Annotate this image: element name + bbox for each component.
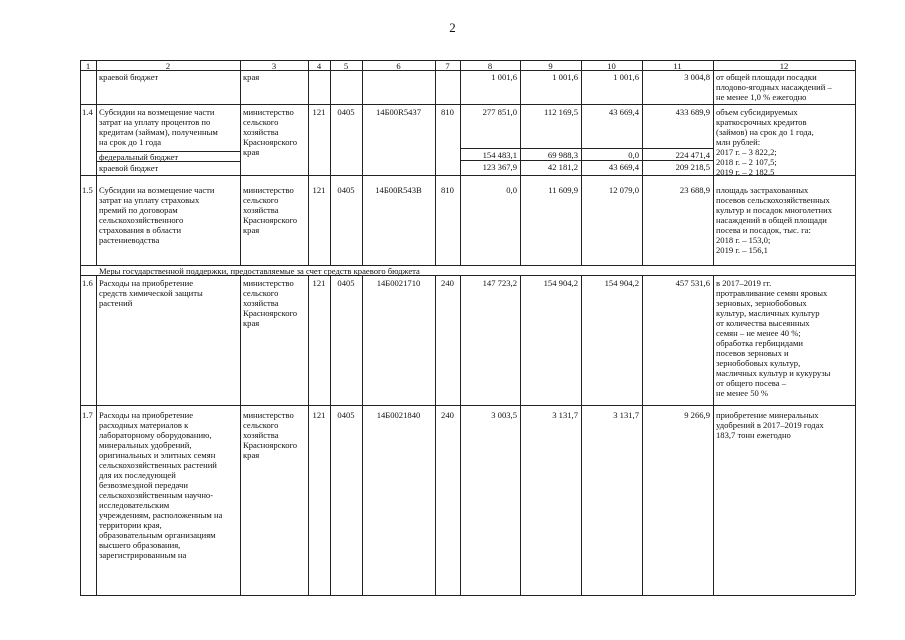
- col-line: [460, 275, 461, 595]
- col-line: [713, 60, 714, 265]
- col-header: 3: [271, 61, 277, 71]
- table-cell: 3 131,7: [552, 410, 578, 420]
- col-header: 8: [487, 61, 493, 71]
- row-line: [80, 595, 855, 596]
- row-number: 1.5: [82, 185, 93, 195]
- table-cell: 433 689,9: [675, 107, 710, 117]
- row-number: 1.6: [82, 278, 93, 288]
- table-cell: 23 688,9: [679, 185, 710, 195]
- table-cell: 43 669,4: [608, 162, 639, 172]
- table-cell: 240: [441, 410, 454, 420]
- table-cell: Расходы на приобретение расходных материалов к лабораторному оборудованию, минеральных удобрений, оригинальных и элитных семян сельскохозяйственных растений для их последующей безвозмездной передачи сельскохозяйственным научно- исследовательским учреждениям, расположенным на территории края, образовательным организациям высшего образования, зарегистрированным на: [99, 410, 223, 560]
- col-line: [362, 60, 363, 265]
- col-header: 2: [165, 61, 171, 71]
- table-cell: министерство сельского хозяйства Красноярского края: [243, 107, 298, 157]
- col-line: [308, 60, 309, 265]
- col-line: [330, 60, 331, 265]
- col-line: [435, 275, 436, 595]
- table-cell: 154 904,2: [543, 278, 578, 288]
- table-cell: 154 483,1: [482, 150, 517, 160]
- table-cell: 0405: [337, 185, 355, 195]
- col-header: 11: [673, 61, 682, 71]
- table-cell: министерство сельского хозяйства Красноярского края: [243, 185, 298, 235]
- col-line: [581, 275, 582, 595]
- table-cell: 121: [312, 278, 326, 288]
- page-number: 2: [449, 20, 456, 35]
- table-cell: Расходы на приобретение средств химической защиты растений: [99, 278, 203, 308]
- col-line: [96, 60, 97, 265]
- table-cell: краевой бюджет: [99, 163, 159, 173]
- table-cell: 0405: [337, 278, 355, 288]
- table-cell: края: [243, 72, 260, 82]
- table-cell: федеральный бюджет: [99, 152, 179, 162]
- table-cell: Субсидии на возмещение части затрат на уплату процентов по кредитам (займам), полученным на срок до 1 года: [99, 107, 218, 147]
- table-cell: 209 218,5: [675, 162, 710, 172]
- table-cell: 277 851,0: [482, 107, 517, 117]
- table-cell: площадь застрахованных посевов сельскохозяйственных культур и посадок многолетних насаждений в общей площади посева и посадок, тыс. га: 2018 г. – 153,0; 2019 г. – 156,1: [716, 185, 833, 255]
- table-cell: министерство сельского хозяйства Красноярского края: [243, 410, 298, 460]
- col-line: [308, 275, 309, 595]
- table-cell: 154 904,2: [604, 278, 639, 288]
- col-header: 9: [548, 61, 553, 71]
- table-cell: 147 723,2: [482, 278, 517, 288]
- table-cell: в 2017–2019 гг. протравливание семян яровых зерновых, зернобобовых культур, масличных культур от количества высеянных семян – не менее 40 %; обработка гербицидами посевов зерновых и зернобобовых культур, масличных культур и кукурузы от общего посева – не менее 50 %: [716, 278, 831, 398]
- table-cell: 0,0: [628, 150, 639, 160]
- table-cell: 14Б0021710: [376, 278, 421, 288]
- table-cell: объем субсидируемых краткосрочных кредитов (займов) на срок до 1 года, млн рублей: 2017 г. – 3 822,2; 2018 г. – 2 107,5; 2019 г. – 2 182,5: [716, 107, 814, 177]
- col-line: [362, 275, 363, 595]
- table-cell: 123 367,9: [482, 162, 517, 172]
- table-cell: 1 001,6: [491, 72, 517, 82]
- row-number: 1.4: [82, 107, 93, 117]
- col-line: [96, 275, 97, 595]
- row-line: [460, 160, 713, 161]
- col-line: [855, 60, 856, 595]
- col-line: [520, 275, 521, 595]
- table-cell: 121: [312, 410, 326, 420]
- table-cell: 1 001,6: [552, 72, 578, 82]
- col-line: [642, 275, 643, 595]
- table-cell: 12 079,0: [608, 185, 639, 195]
- table-cell: 43 669,4: [608, 107, 639, 117]
- table-cell: министерство сельского хозяйства Красноярского края: [243, 278, 298, 328]
- table-cell: 42 181,2: [547, 162, 578, 172]
- row-line: [460, 148, 713, 149]
- col-header: 4: [316, 61, 322, 71]
- table-cell: 0405: [337, 107, 355, 117]
- table-cell: приобретение минеральных удобрений в 2017–2019 годах 183,7 тонн ежегодно: [716, 410, 824, 440]
- table-cell: 224 471,4: [675, 150, 710, 160]
- col-line: [330, 275, 331, 595]
- col-line: [435, 60, 436, 265]
- table-cell: 14Б00R543В: [375, 185, 422, 195]
- table-cell: 0,0: [506, 185, 517, 195]
- row-line: [80, 405, 855, 406]
- table-cell: Субсидии на возмещение части затрат на уплату страховых премий по договорам сельскохозяйственного страхования в области растениеводства: [99, 185, 215, 245]
- table-cell: 1 001,6: [613, 72, 639, 82]
- table-cell: 3 004,8: [684, 72, 710, 82]
- col-line: [713, 275, 714, 595]
- table-cell: от общей площади посадки плодово-ягодных насаждений – не менее 1,0 % ежегодно: [716, 72, 832, 102]
- col-line: [80, 60, 81, 595]
- table-cell: 121: [312, 185, 326, 195]
- table-cell: 457 531,6: [675, 278, 710, 288]
- table-cell: 240: [441, 278, 454, 288]
- table-cell: 69 988,3: [547, 150, 578, 160]
- col-header: 1: [85, 61, 91, 71]
- row-number: 1.7: [82, 410, 93, 420]
- table-cell: 112 169,5: [543, 107, 578, 117]
- col-header: 5: [343, 61, 349, 71]
- col-header: 7: [445, 61, 450, 71]
- table-cell: 810: [441, 107, 454, 117]
- col-line: [240, 275, 241, 595]
- col-line: [240, 60, 241, 265]
- row-line: [80, 104, 855, 105]
- table-cell: 11 609,9: [548, 185, 578, 195]
- col-header: 12: [779, 61, 789, 71]
- table-cell: 3 131,7: [613, 410, 639, 420]
- table-cell: 121: [312, 107, 326, 117]
- table-cell: 14Б0021840: [376, 410, 421, 420]
- table-cell: 3 003,5: [491, 410, 517, 420]
- table-cell: 9 266,9: [684, 410, 710, 420]
- col-header: 6: [396, 61, 401, 71]
- table-cell: 810: [441, 185, 454, 195]
- col-header: 10: [607, 61, 616, 71]
- table-cell: 14Б00R5437: [375, 107, 422, 117]
- table-cell: 0405: [337, 410, 355, 420]
- section-header: Меры государственной поддержки, предоставляемые за счет средств краевого бюджета: [99, 266, 420, 276]
- table-cell: краевой бюджет: [99, 72, 159, 82]
